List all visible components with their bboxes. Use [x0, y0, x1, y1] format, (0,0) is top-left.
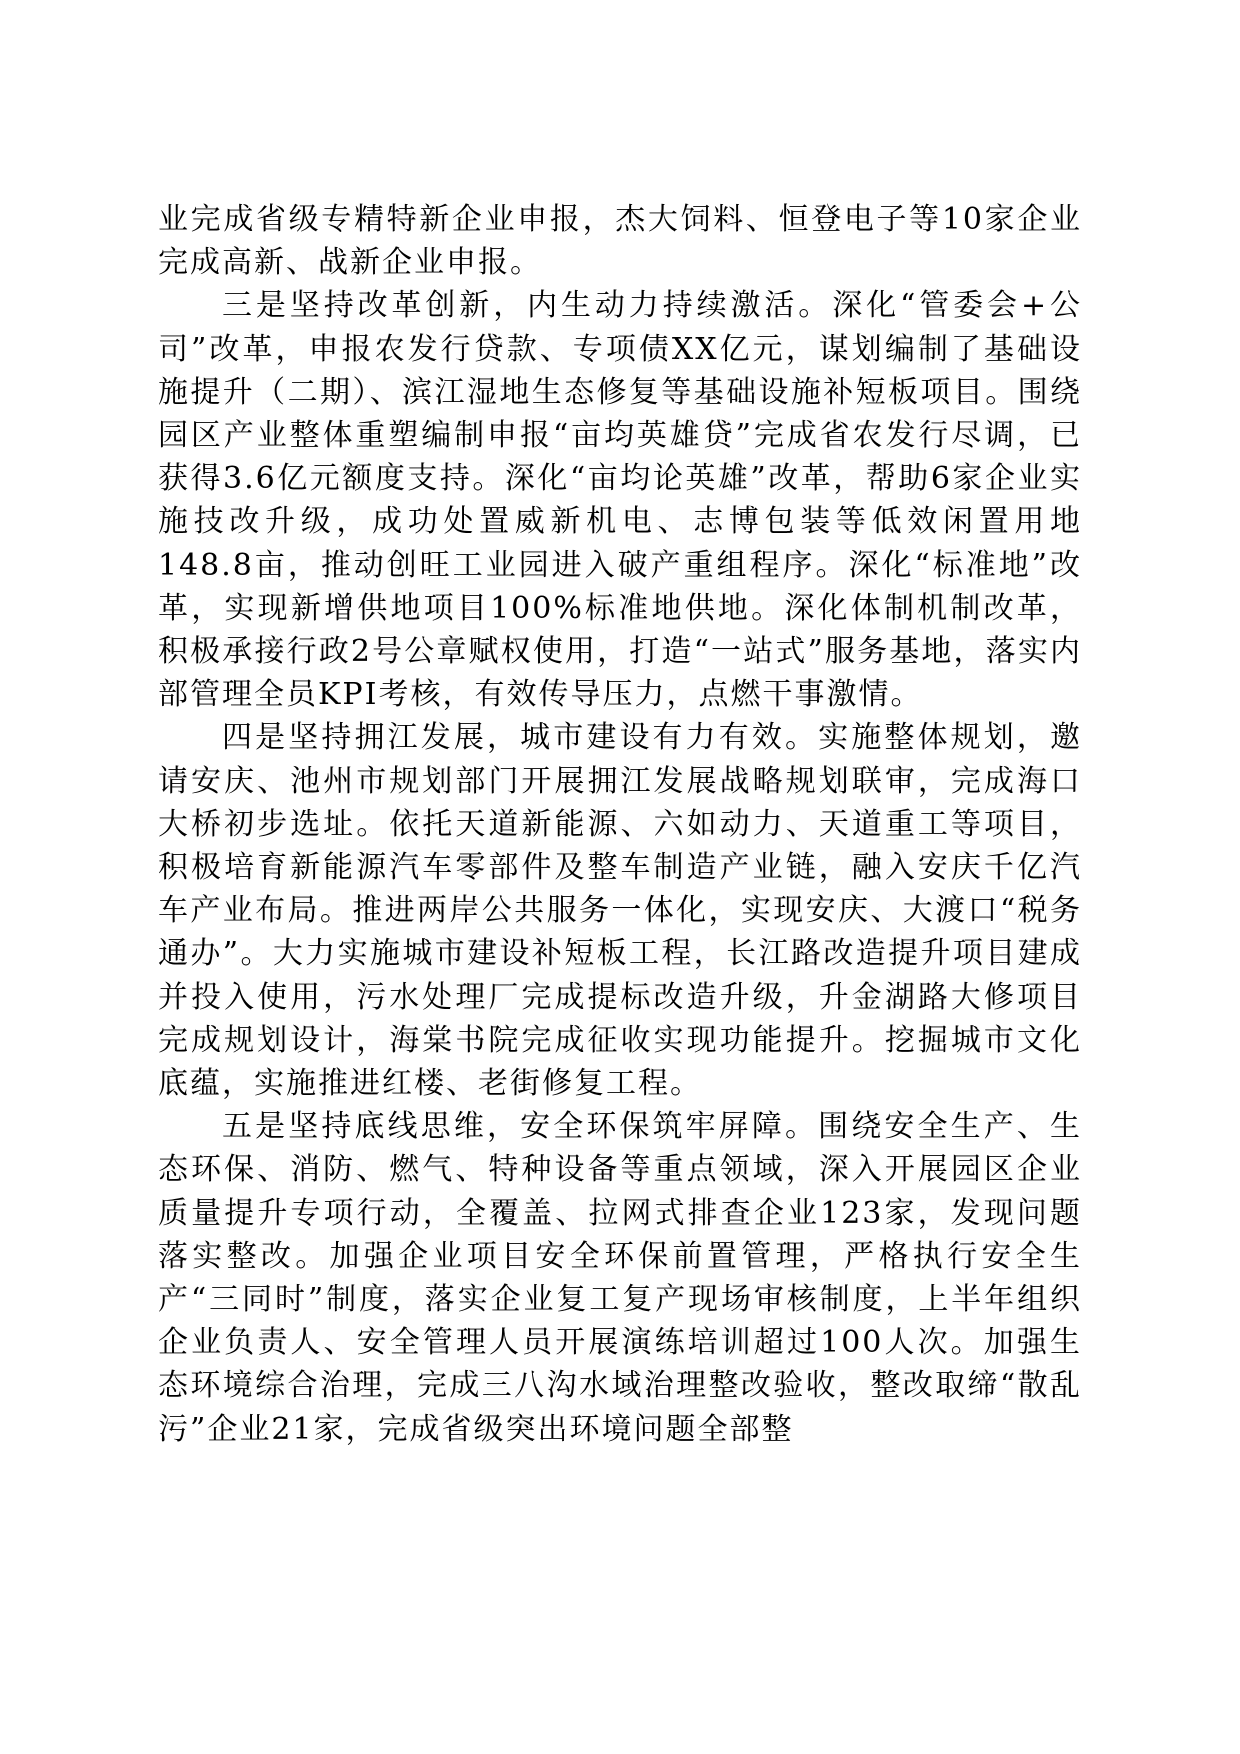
paragraph-riverside-development: 四是坚持拥江发展，城市建设有力有效。实施整体规划，邀请安庆、池州市规划部门开展拥江发展战略规划联审，完成海口大桥初步选址。依托天道新能源、六如动力、天道重工等项目，积极培育新能源汽车零部件及整车制造产业链，融入安庆千亿汽车产业布局。推进两岸公共服务一体化，实现安庆、大渡口“税务通办”。大力实施城市建设补短板工程，长江路改造提升项目建成并投入使用，污水处理厂完成提标改造升级，升金湖路大修项目完成规划设计，海棠书院完成征收实现功能提升。挖掘城市文化底蕴，实施推进红楼、老街修复工程。 — [158, 720, 1082, 1102]
document-page — [158, 198, 1082, 1451]
paragraph-safety-environment: 五是坚持底线思维，安全环保筑牢屏障。围绕安全生产、生态环保、消防、燃气、特种设备等重点领域，深入开展园区企业质量提升专项行动，全覆盖、拉网式排查企业123家，发现问题落实整改。加强企业项目安全环保前置管理，严格执行安全生产“三同时”制度，落实企业复工复产现场审核制度，上半年组织企业负责人、安全管理人员开展演练培训超过100人次。加强生态环境综合治理，完成三八沟水域治理整改验收，整改取缔“散乱污”企业21家，完成省级突出环境问题全部整 — [158, 1109, 1082, 1447]
paragraph-reform-innovation: 三是坚持改革创新，内生动力持续激活。深化“管委会+公司”改革，申报农发行贷款、专项债XX亿元，谋划编制了基础设施提升（二期）、滨江湿地生态修复等基础设施补短板项目。围绕园区产业整体重塑编制申报“亩均英雄贷”完成省农发行尽调，已获得3.6亿元额度支持。深化“亩均论英雄”改革，帮助6家企业实施技改升级，成功处置威新机电、志博包装等低效闲置用地148.8亩，推动创旺工业园进入破产重组程序。深化“标准地”改革，实现新增供地项目100%标准地供地。深化体制机制改革，积极承接行政2号公章赋权使用，打造“一站式”服务基地，落实内部管理全员KPI考核，有效传导压力，点燃干事激情。 — [158, 288, 1082, 713]
paragraph-continuation: 业完成省级专精特新企业申报，杰大饲料、恒登电子等10家企业完成高新、战新企业申报。 — [158, 202, 1082, 281]
